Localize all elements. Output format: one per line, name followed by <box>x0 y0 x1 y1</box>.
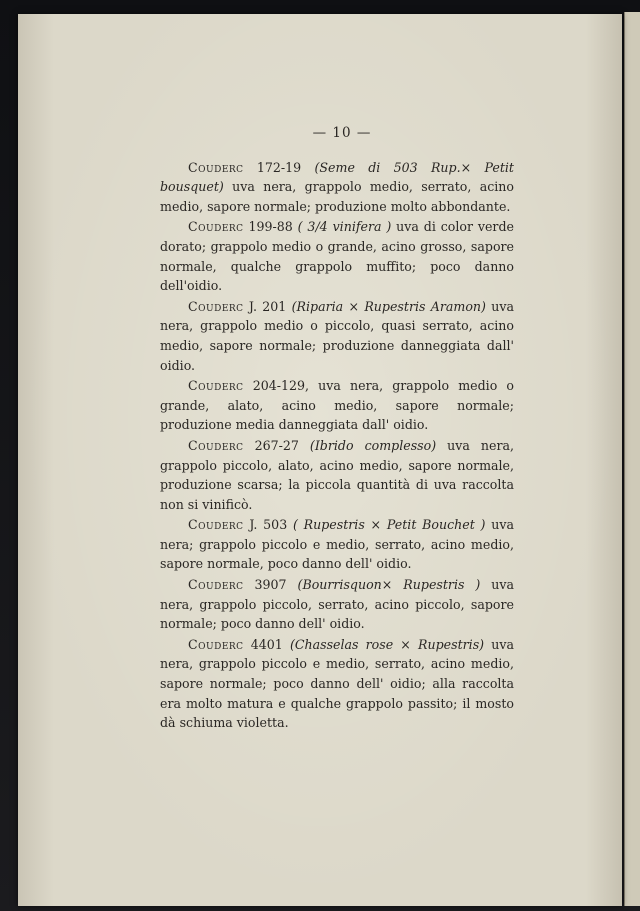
variety-name: Couderc <box>188 437 244 453</box>
page-text <box>160 124 514 734</box>
description: uva nera, grappolo medio o piccolo, quasi serrato, acino medio, sapore normale; produzione danneggiata dall' oidio. <box>160 298 514 373</box>
entry-paragraph <box>160 436 514 514</box>
description: uva nera; grappolo piccolo e medio, serrato, acino medio, sapore normale, poco danno dell' oidio. <box>160 517 514 572</box>
variety-name: Couderc <box>188 159 244 175</box>
variety-name: Couderc <box>188 517 244 533</box>
entry-paragraph <box>160 376 514 435</box>
parentage: (Bourrisquon× Rupestris ) <box>297 577 481 593</box>
page-number: — 10 — <box>312 125 372 141</box>
variety-name: Couderc <box>188 219 244 235</box>
description: uva nera, grappolo piccolo, serrato, acino piccolo, sapore normale; poco danno dell' oidio. <box>160 577 514 632</box>
entry <box>160 376 514 435</box>
description: uva nera, grappolo medio o grande, alato, acino medio, sapore normale; produzione media danneggiata dall' oidio. <box>160 378 514 433</box>
variety-code: J. 201 <box>248 298 287 314</box>
parentage: (Riparia × Rupestris Aramon) <box>291 298 486 314</box>
variety-name: Couderc <box>188 577 244 593</box>
entry <box>160 635 514 733</box>
parentage: (Chasselas rose × Rupestris) <box>289 636 485 652</box>
entry <box>160 217 514 295</box>
entry <box>160 297 514 375</box>
entry <box>160 515 514 574</box>
variety-name: Couderc <box>188 636 244 652</box>
entry <box>160 575 514 634</box>
entry-paragraph <box>160 297 514 375</box>
entry-paragraph <box>160 635 514 733</box>
description: uva nera, grappolo piccolo e medio, serrato, acino medio, sapore normale; poco danno dell' oidio; alla raccolta era molto matura e qualche grappolo passito; il mosto dà schiuma violetta. <box>160 636 514 731</box>
parentage: (Ibrido complesso) <box>309 437 437 453</box>
variety-code: 204-129, <box>252 378 310 394</box>
entry <box>160 158 514 217</box>
variety-code: 4401 <box>250 636 283 652</box>
description: uva di color verde dorato; grappolo medio o grande, acino grosso, sapore normale, qualche grappolo muffito; poco danno dell'oidio. <box>160 219 514 294</box>
entry <box>160 436 514 514</box>
variety-code: 267-27 <box>254 437 299 453</box>
variety-code: 3907 <box>254 577 287 593</box>
adjacent-page-edge <box>624 12 640 906</box>
entry-paragraph <box>160 515 514 574</box>
entry-list <box>160 158 514 733</box>
variety-code: J. 503 <box>249 517 288 533</box>
parentage: (Seme di 503 Rup.× Petit bousquet) <box>160 159 514 195</box>
variety-code: 199-88 <box>248 219 293 235</box>
description: uva nera, grappolo medio, serrato, acino medio, sapore normale; produzione molto abbondante. <box>160 179 514 214</box>
parentage: ( 3/4 vinifera ) <box>297 219 392 235</box>
entry-paragraph <box>160 575 514 634</box>
variety-name: Couderc <box>188 378 244 394</box>
description: uva nera, grappolo piccolo, alato, acino medio, sapore normale, produzione scarsa; la piccola quantità di uva raccolta non si vinificò. <box>160 437 514 512</box>
entry-paragraph <box>160 158 514 217</box>
entry-paragraph <box>160 217 514 295</box>
variety-code: 172-19 <box>256 159 302 175</box>
parentage: ( Rupestris × Petit Bouchet ) <box>292 517 486 533</box>
variety-name: Couderc <box>188 298 244 314</box>
